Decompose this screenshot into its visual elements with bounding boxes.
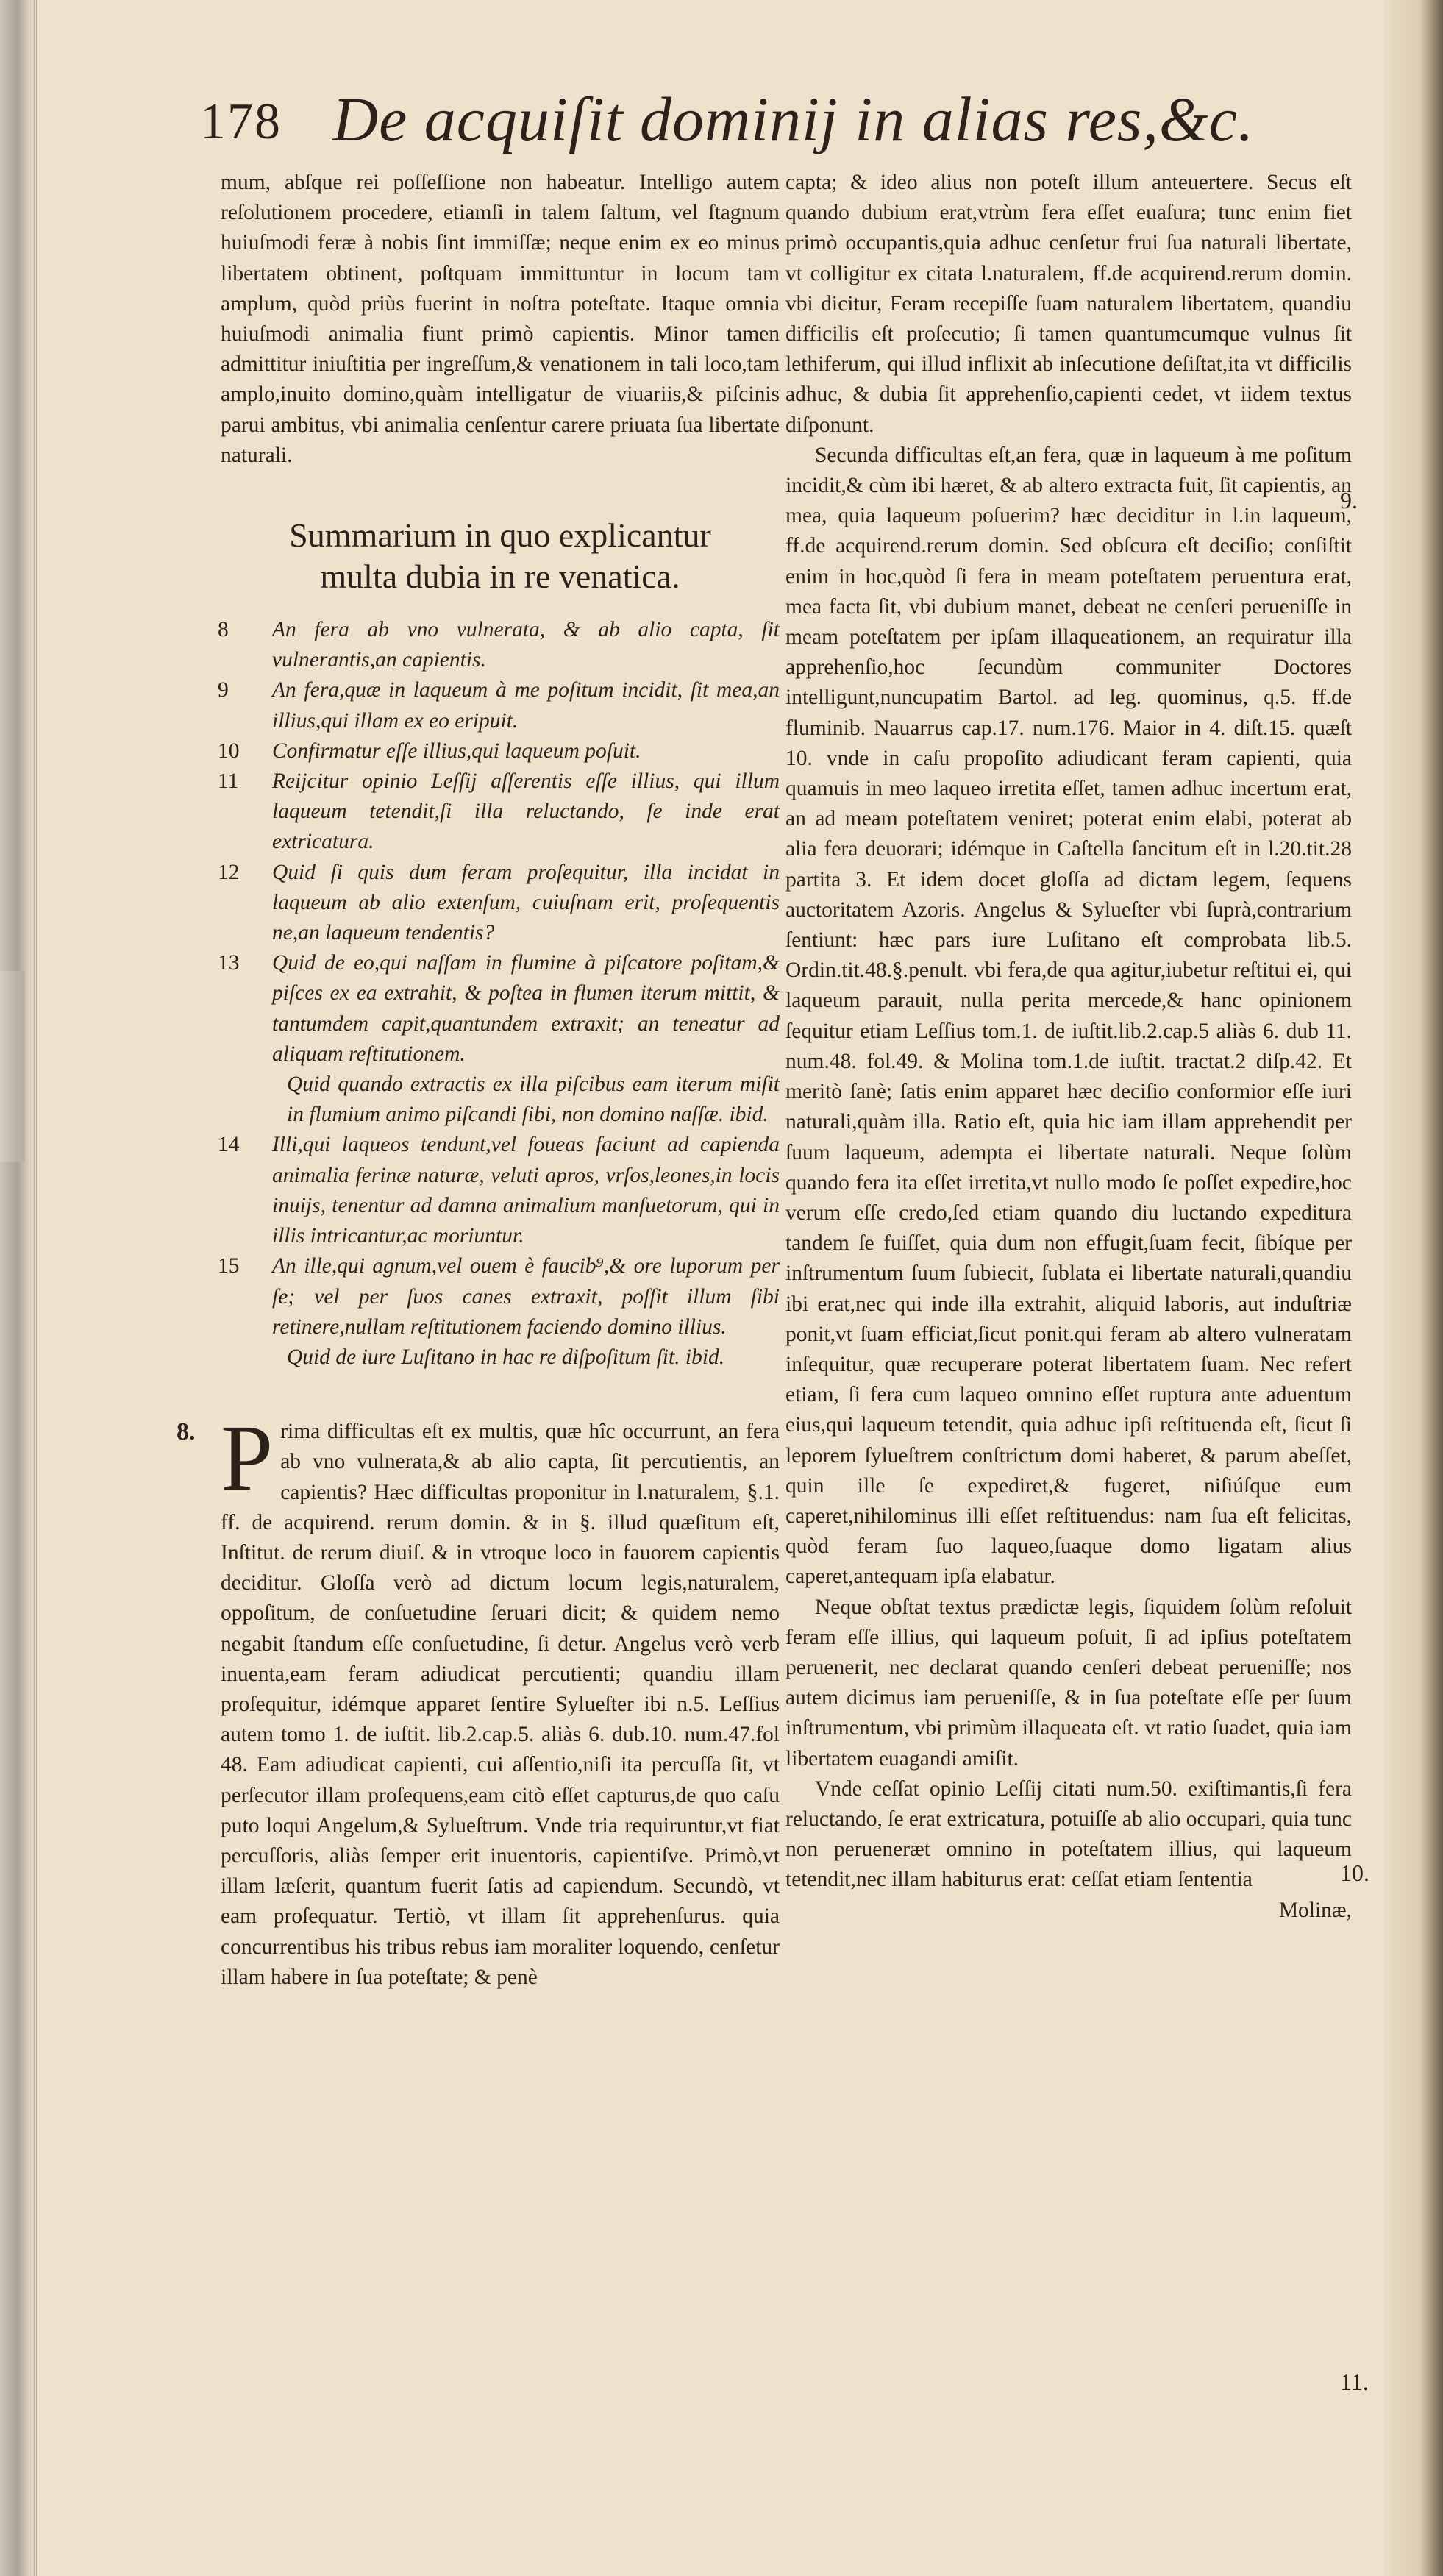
left-top-paragraph: mum, abſque rei poſſeſſione non habeatur. Intelligo autem reſolutionem procedere, etiamſi in talem ſaltum, vel ſtagnum huiuſmodi feræ à nobis ſint immiſſæ; neque enim ex eo minus libertatem obtinent, poſtquam immittuntur in locum tam amplum, quòd priùs fuerint in noſtra poteſtate. Itaque omnia huiuſmodi animalia fiunt primò capientis. Minor tamen admittitur iniuſtitia per ingreſſum,& venationem in tali loco,tam amplo,inuito domino,quàm intelligatur de viuariis,& piſcinis parui ambitus, vbi animalia cenſentur carere priuata ſua libertate naturali. <box>221 171 780 467</box>
catchword: Molinæ, <box>1278 1898 1352 1922</box>
summary-entry <box>218 766 780 858</box>
summary-entry-text: Quid ſi quis dum feram proſequitur, illa incidat in laqueum ab alio extenſum, cuiuſnam erit, proſequentis ne,an laqueum tendentis? <box>272 860 780 945</box>
page-edge <box>1384 0 1443 2576</box>
page-number: 178 <box>200 93 282 150</box>
left-column <box>177 168 780 1993</box>
summary-entry-number: 8 <box>218 618 229 642</box>
running-title: De acquiſit dominij in alias res,&c. <box>332 84 1255 154</box>
summary-entry-text: Illi,qui laqueos tendunt,vel foueas faciunt ad capienda animalia ferinæ naturæ, veluti apros, vrſos,leones,in locis inuijs, tenentur ad damna animalium manſuetorum, qui in illis intricantur,ac moriuntur. <box>272 1133 780 1248</box>
margin-number-9: 9. <box>1340 487 1358 513</box>
summary-entry <box>218 615 780 675</box>
summary-entry-number: 13 <box>218 951 240 975</box>
summary-entry-text: Reijcitur opinio Leſſij aſſerentis eſſe illius, qui illum laqueum tetendit,ſi illa reluctando, ſe inde erat extricatura. <box>272 769 780 854</box>
summary-heading-line1: Summarium in quo explicantur <box>289 516 711 555</box>
summary-entry-text: Quid de iure Luſitano in hac re diſpoſitum ſit. ibid. <box>287 1345 725 1369</box>
right-paragraph-2: Secunda difficultas eſt,an fera, quæ in laqueum à me poſitum incidit,& cùm ibi hæret, & ab altero extracta fuit, ſit capientis, an mea, quia laqueum poſuerim? hæc deciditur in l.in laqueum, ff.de acquirend.rerum domin. Sed obſcura eſt deciſio; conſiſtit enim in hoc,quòd ſi fera in meam poteſtatem peruentura erat, mea facta ſit, vbi dubium manet, debeat ne cenſeri perueniſſe in meam poteſtatem per ipſam illaqueationem, an requiratur illa apprehenſio,hoc ſecundùm communiter Doctores intelligunt,nuncupatim Bartol. ad leg. quominus, q.5. ff.de fluminib. Nauarrus cap.17. num.176. Maior in 4. diſt.15. quæſt 10. vnde in caſu propoſito adiudicant feram capienti, quia quamuis in meo laqueo irretita eſſet, tamen adhuc incertum erat, an ad meam poteſtatem veniret; poterat enim elabi, poterat ab alia fera deuorari; idémque in Caſtella ſancitum eſt in l.20.tit.28 partita 3. Et idem docet gloſſa ad dictam legem, ſequens auctoritatem Azoris. Angelus & Sylueſter vbi ſuprà,contrarium ſentiunt: hæc pars iure Luſitano eſt comprobata lib.5. Ordin.tit.48.§.penult. vbi fera,de qua agitur,iubetur reſtitui ei, qui laqueum parauit, nulla perita mercede,& hanc opinionem ſequitur etiam Leſſius tom.1. de iuſtit.lib.2.cap.5 aliàs 6. dub 11. num.48. fol.49. & Molina tom.1.de iuſtit. tractat.2 diſp.42. Et meritò ſanè; ſatis enim apparet hæc deciſio conformior eſſe iuri naturali,quàm illa. Ratio eſt, quia hic iam illam apprehendit per ſuum laqueum, adempta ei libertate naturali. Neque ſolùm quando fera ita eſſet irretita,vt nullo modo ſe poſſet expedire,hoc verum eſſe credo,ſed etiam quando diu luctando expeditura tandem ſe fuiſſet, quia dum non effugit,ſuam fecit, ſibíque per inſtrumentum ſuum ſubiecit, ſublata ei libertate naturali,quandiu ibi erat,nec qui inde illa extrahit, aliquid laboris, aut induſtriæ ponit,vt ſuam efficiat,ſicut ponit.qui feram ab altero vulneratam inſequitur, quæ recuperare poterat libertatem ſuam. Nec refert etiam, ſi fera cum laqueo omnino eſſet ruptura ante aduentum eius,qui laqueum tetendit, quia adhuc ipſi reſtituenda eſt, ſicut ſi leporem ſylueſtrem conſtrictum domi haberet, & parum abeſſet, quin ille ſe expediret,& fugeret, niſiúſque eum caperet,nihilominus illi eſſet reſtituendus: nam ſua eſt felicitas, quòd feram ſuo laqueo,ſuaque domo ligatam alius caperet,antequam ipſa elabatur. <box>785 443 1352 1589</box>
summary-heading-line2: multa dubia in re venatica. <box>320 558 680 596</box>
summary-entry <box>218 1251 780 1342</box>
right-paragraph-4: Vnde ceſſat opinio Leſſij citati num.50. exiſtimantis,ſi fera reluctando, ſe erat extricatura, potuiſſe ab alio occupari, quia tunc non perueneræt omnino in poteſtatem illius, qui laqueum tetendit,nec illam habiturus erat: ceſſat etiam ſententia <box>785 1776 1352 1892</box>
right-column <box>785 168 1352 1926</box>
margin-number-11: 11. <box>1340 2369 1369 2395</box>
summary-entry-text: An ille,qui agnum,vel ouem è faucib⁹,& ore luporum per ſe; vel per ſuos canes extraxit, poſſit illum ſibi retinere,nullam reſtitutionem faciendo domino illius. <box>272 1254 780 1339</box>
summary-entry-number: 9 <box>218 678 229 702</box>
summary-entry-text: An fera,quæ in laqueum à me poſitum incidit, ſit mea,an illius,qui illam ex eo eripuit. <box>272 678 780 733</box>
drop-cap: P <box>221 1406 274 1511</box>
summary-entry-text: An fera ab vno vulnerata, & ab alio capta, ſit vulnerantis,an capientis. <box>272 618 780 672</box>
summary-entry-number: 15 <box>218 1254 240 1278</box>
summary-list <box>218 615 780 1373</box>
summary-entry <box>218 858 780 949</box>
summary-entry <box>218 736 780 766</box>
summary-subentry <box>221 1342 780 1373</box>
page-stain <box>0 971 25 1162</box>
summary-entry-number: 12 <box>218 860 240 884</box>
summary-subentry <box>221 1070 780 1130</box>
summary-entry <box>218 675 780 736</box>
summary-entry-number: 11 <box>218 769 239 794</box>
summary-entry-text: Confirmatur eſſe illius,qui laqueum poſuit. <box>272 739 641 763</box>
summary-entry <box>218 1130 780 1251</box>
summary-entry-number: 14 <box>218 1133 240 1157</box>
margin-number-10: 10. <box>1340 1860 1369 1886</box>
section-8 <box>177 1406 780 1993</box>
book-gutter <box>0 0 38 2576</box>
summary-entry-text: Quid de eo,qui naſſam in flumine à piſcatore poſitam,& piſces ex ea extrahit, & poſtea in flumen iterum mittit, & tantumdem capit,quantundem extraxit; an teneatur ad aliquam reſtitutionem. <box>272 951 780 1066</box>
section-number: 8. <box>177 1418 196 1446</box>
summary-entry-number: 10 <box>218 739 240 763</box>
summary-entry <box>218 948 780 1070</box>
right-paragraph-3: Neque obſtat textus prædictæ legis, ſiquidem ſolùm reſoluit feram eſſe illius, qui laqueum poſuit, ſi ad ipſius poteſtatem peruenerit, nec declarat quando cenſeri debeat perueniſſe; nos autem dicimus iam perueniſſe, & in ſua poteſtate eſſe per ſuum inſtrumentum, vbi primùm illaqueata eſt. vt ratio ſuadet, quia iam libertatem euagandi amiſit. <box>785 1595 1352 1771</box>
summary-entry-text: Quid quando extractis ex illa piſcibus eam iterum miſit in flumium animo piſcandi ſibi, non domino naſſæ. ibid. <box>287 1072 780 1127</box>
section-8-text: rima difficultas eſt ex multis, quæ hîc occurrunt, an fera ab vno vulnerata,& ab alio capta, ſit percutientis, an capientis? Hæc difficultas proponitur in l.naturalem, §.1. ff. de acquirend. rerum domin. & in §. illud quæſitum eſt, Inſtitut. de rerum diuiſ. & in vtroque loco in fauorem capientis deciditur. Gloſſa verò ad dictum locum legis,naturalem, oppoſitum, de conſuetudine ſeruari dicit; & quidem nemo negabit ſtandum eſſe conſuetudine, ſi detur. Angelus verò verb inuenta,eam feram adiudicat percutienti; quandiu illam proſequitur, idémque apparet ſentire Sylueſter ibi n.5. Leſſius autem tomo 1. de iuſtit. lib.2.cap.5. aliàs 6. dub.10. num.47.fol 48. Eam adiudicat capienti, cui aſſentio,niſi ita percuſſa ſit, vt perſecutor illam proſequens,eam citò eſſet capturus,de quo caſu puto loqui Angelum,& Sylueſtrum. Vnde tria requiruntur,vt fiat percuſſoris, aliàs ſemper erit inuentoris, capientiſve. Primò,vt illam læſerit, quantum fuerit ſatis ad capiendum. Secundò, vt eam proſequatur. Tertiò, vt illam ſit apprehenſurus. quia concurrentibus his tribus rebus iam moraliter loquendo, cenſetur illam habere in ſua poteſtate; & penè <box>221 1420 780 1989</box>
summary-heading <box>221 515 780 597</box>
right-paragraph-1: capta; & ideo alius non poteſt illum anteuertere. Secus eſt quando dubium erat,vtrùm fera eſſet euaſura; tunc enim fiet primò occupantis,quia adhuc cenſetur frui ſua naturali libertate, vt colligitur ex citata l.naturalem, ff.de acquirend.rerum domin. vbi dicitur, Feram recepiſſe ſuam naturalem libertatem, quandiu difficilis eſt proſecutio; ſi tamen quantumcumque vulnus ſit lethiferum, qui illud inflixit ab inſecutione deſiſtat,ita vt difficilis adhuc, & dubia ſit apprehenſio,capienti cedet, vt iidem textus diſponunt. <box>785 171 1352 437</box>
running-head <box>200 79 1377 160</box>
